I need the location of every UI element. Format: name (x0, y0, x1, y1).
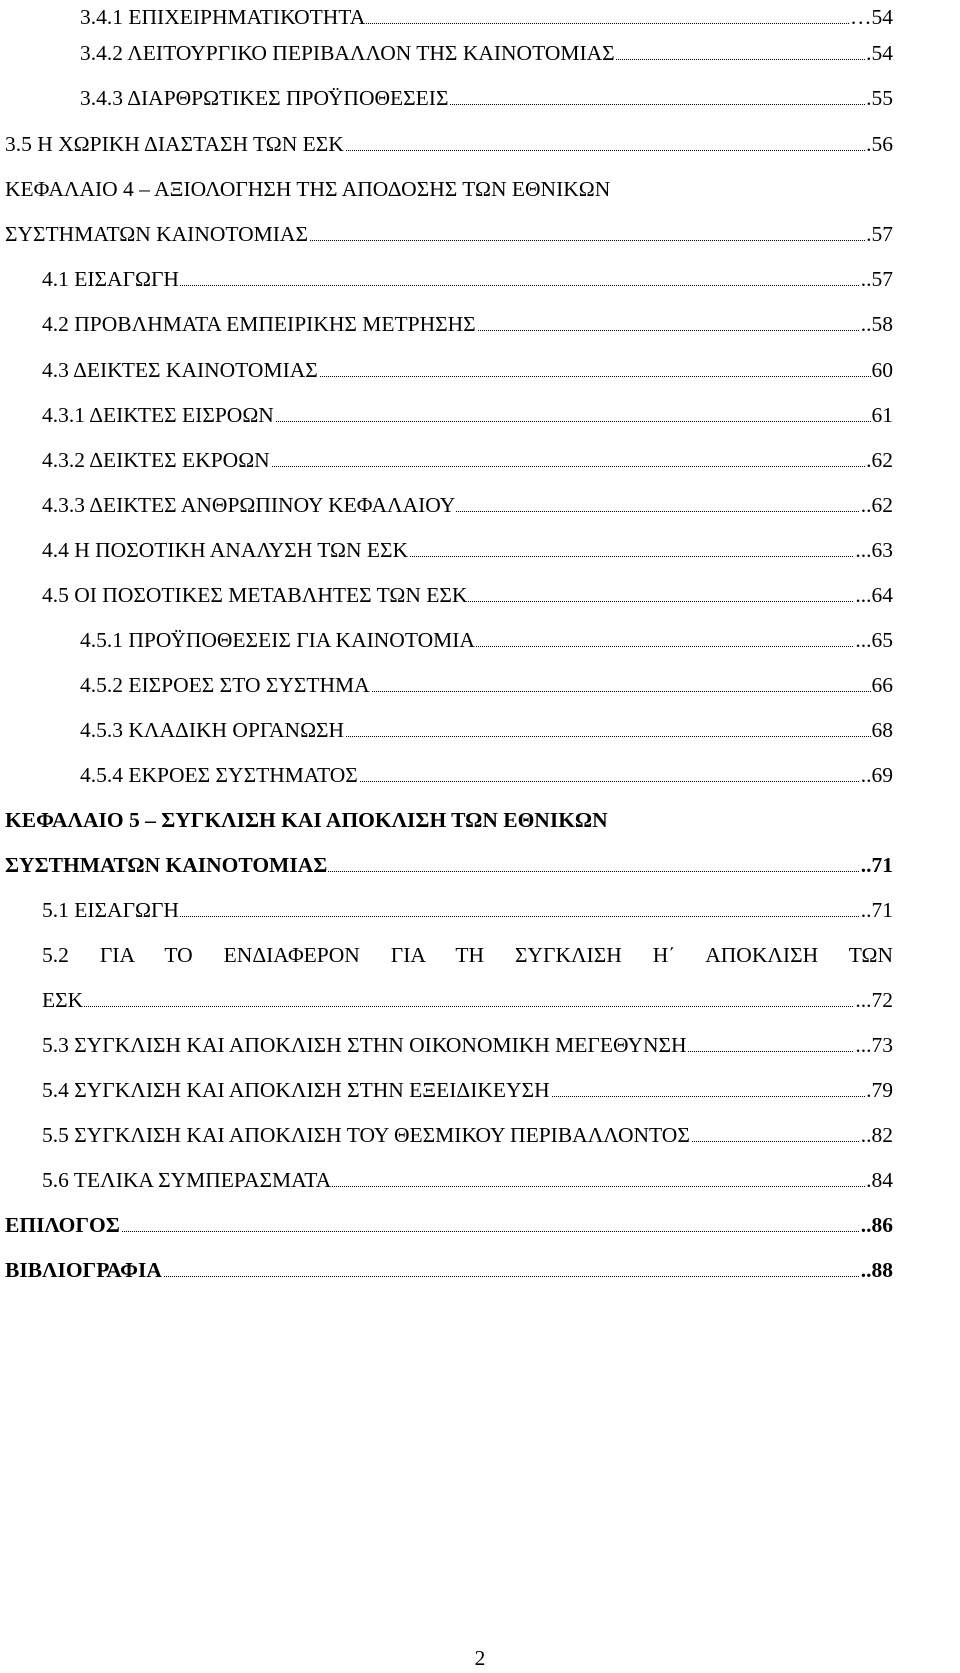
toc-entry-title: 4.5.4 ΕΚΡΟΕΣ ΣΥΣΤΗΜΑΤΟΣ (80, 758, 359, 792)
toc-entry-dots: .. (860, 493, 872, 517)
toc-entry-page: 54 (871, 5, 893, 29)
toc-entry-title: 4.3.3 ΔΕΙΚΤΕΣ ΑΝΘΡΩΠΙΝΟΥ ΚΕΦΑΛΑΙΟΥ (42, 488, 456, 522)
toc-entry-dots: .. (860, 1258, 872, 1282)
toc-entry-dots: .. (860, 312, 872, 336)
toc-entry-page: 72 (871, 988, 893, 1012)
toc-entry-dots: ... (855, 583, 872, 607)
toc-entry-dots: ... (855, 1033, 872, 1057)
toc-entry-title: 4.3.1 ΔΕΙΚΤΕΣ ΕΙΣΡΟΩΝ (42, 398, 275, 432)
toc-entry-title: 4.2 ΠΡΟΒΛΗΜΑΤΑ ΕΜΠΕΙΡΙΚΗΣ ΜΕΤΡΗΣΗΣ (42, 307, 477, 341)
toc-entry (42, 307, 893, 341)
toc-entry-page-number (854, 623, 893, 657)
toc-entry (42, 578, 893, 612)
toc-entry-title: 3.5 Η ΧΩΡΙΚΗ ΔΙΑΣΤΑΣΗ ΤΩΝ ΕΣΚ (5, 127, 345, 161)
toc-entry-dots: . (866, 41, 872, 65)
toc-entry-page-number (849, 0, 893, 34)
toc-entry (42, 353, 893, 387)
toc-entry-page-number (860, 1253, 893, 1287)
toc-entry (5, 127, 893, 161)
toc-entry-page-number (865, 443, 893, 477)
toc-entry-page-number (865, 127, 893, 161)
toc-entry-title: ΕΠΙΛΟΓΟΣ (5, 1208, 121, 1242)
toc-entry (42, 893, 893, 927)
toc-entry-title: 4.3.2 ΔΕΙΚΤΕΣ ΕΚΡΟΩΝ (42, 443, 271, 477)
toc-entry (42, 1163, 893, 1197)
toc-entry (5, 1208, 893, 1242)
toc-entry-page-number (860, 893, 893, 927)
toc-entry-page-number (860, 758, 893, 792)
toc-entry-dots: .. (860, 898, 872, 922)
toc-entry-title: ΒΙΒΛΙΟΓΡΑΦΙΑ (5, 1253, 163, 1287)
toc-entry-page: 79 (871, 1078, 893, 1102)
toc-entry-dots: . (866, 132, 872, 156)
toc-entry (80, 36, 893, 70)
toc-entry-title: ΣΥΣΤΗΜΑΤΩΝ ΚΑΙΝΟΤΟΜΙΑΣ (5, 217, 309, 251)
toc-entry-dots: ... (855, 628, 872, 652)
toc-entry-page: 58 (871, 312, 893, 336)
toc-entry (42, 443, 893, 477)
toc-entry (42, 398, 893, 432)
toc-entry-page: 62 (871, 493, 893, 517)
toc-entry-page: 65 (871, 628, 893, 652)
toc-entry-title: 4.5.3 ΚΛΑΔΙΚΗ ΟΡΓΑΝΩΣΗ (80, 713, 345, 747)
toc-entry-title: ΕΣΚ (42, 983, 84, 1017)
toc-entry-page-number (865, 217, 893, 251)
toc-entry-dots: .. (860, 1123, 872, 1147)
toc-entry-page: 86 (871, 1213, 893, 1237)
toc-entry-title: 4.5 ΟΙ ΠΟΣΟΤΙΚΕΣ ΜΕΤΑΒΛΗΤΕΣ ΤΩΝ ΕΣΚ (42, 578, 468, 612)
toc-entry-page: 56 (871, 132, 893, 156)
toc-entry-page-number (854, 578, 893, 612)
toc-entry-title: 4.5.1 ΠΡΟΫΠΟΘΕΣΕΙΣ ΓΙΑ ΚΑΙΝΟΤΟΜΙΑ (80, 623, 476, 657)
toc-entry (80, 668, 893, 702)
toc-entry-page-number (860, 307, 893, 341)
toc-entry-page-number (871, 713, 894, 747)
toc-entry-title: 4.1 ΕΙΣΑΓΩΓΗ (42, 262, 180, 296)
toc-entry-page: 71 (871, 853, 893, 877)
toc-entry-title: 4.5.2 ΕΙΣΡΟΕΣ ΣΤΟ ΣΥΣΤΗΜΑ (80, 668, 371, 702)
toc-entry-title: 5.1 ΕΙΣΑΓΩΓΗ (42, 893, 180, 927)
toc-entry (42, 533, 893, 567)
toc-entry-page-number (871, 668, 894, 702)
toc-entry-dots: .. (860, 763, 872, 787)
dot-leader (5, 1231, 893, 1232)
toc-entry-page: 55 (871, 86, 893, 110)
toc-entry (5, 172, 893, 206)
toc-entry-page: 60 (871, 358, 893, 382)
toc-entry-dots: ... (855, 538, 872, 562)
toc-entry-dots: . (866, 448, 872, 472)
toc-entry-page-number (854, 983, 893, 1017)
toc-entry-dots: .. (860, 853, 872, 877)
toc-entry-title: 5.5 ΣΥΓΚΛΙΣΗ ΚΑΙ ΑΠΟΚΛΙΣΗ ΤΟΥ ΘΕΣΜΙΚΟΥ ΠΕΡΙΒΑΛΛΟΝΤΟΣ (42, 1118, 691, 1152)
toc-entry (42, 938, 893, 972)
toc-entry-page: 63 (871, 538, 893, 562)
toc-entry (80, 758, 893, 792)
toc-entry-dots: … (850, 5, 872, 29)
toc-entry-page-number (871, 398, 894, 432)
toc-entry (42, 983, 893, 1017)
toc-entry (42, 488, 893, 522)
toc-entry-page-number (860, 848, 893, 882)
toc-entry-dots: . (866, 86, 872, 110)
toc-entry-page: 71 (871, 898, 893, 922)
toc-entry-title: 3.4.2 ΛΕΙΤΟΥΡΓΙΚΟ ΠΕΡΙΒΑΛΛΟΝ ΤΗΣ ΚΑΙΝΟΤΟΜΙΑΣ (80, 36, 616, 70)
toc-entry (80, 81, 893, 115)
toc-entry-page: 62 (871, 448, 893, 472)
toc-entry (80, 713, 893, 747)
toc-entry-dots: .. (860, 1213, 872, 1237)
toc-entry-page-number (860, 1118, 893, 1152)
dot-leader (42, 1006, 893, 1007)
toc-entry-page: 57 (871, 222, 893, 246)
toc-entry-title: 3.4.1 ΕΠΙΧΕΙΡΗΜΑΤΙΚΟΤΗΤΑ (80, 0, 366, 34)
toc-entry-dots: . (866, 1078, 872, 1102)
toc-entry (5, 803, 893, 837)
toc-entry-page: 61 (871, 403, 893, 427)
toc-entry-page-number (865, 1163, 893, 1197)
toc-entry-title: 3.4.3 ΔΙΑΡΘΡΩΤΙΚΕΣ ΠΡΟΫΠΟΘΕΣΕΙΣ (80, 81, 449, 115)
toc-entry-page: 69 (871, 763, 893, 787)
toc-entry-page-number (865, 1073, 893, 1107)
toc-entry-page-number (871, 353, 894, 387)
toc-entry-title: 5.3 ΣΥΓΚΛΙΣΗ ΚΑΙ ΑΠΟΚΛΙΣΗ ΣΤΗΝ ΟΙΚΟΝΟΜΙΚΗ ΜΕΓΕΘΥΝΣΗ (42, 1028, 688, 1062)
toc-entry (42, 1028, 893, 1062)
toc-entry-page-number (860, 488, 893, 522)
toc-entry-title: 5.6 ΤΕΛΙΚΑ ΣΥΜΠΕΡΑΣΜΑΤΑ (42, 1163, 332, 1197)
toc-entry-page: 68 (871, 718, 893, 742)
toc-entry-page: 73 (871, 1033, 893, 1057)
toc-entry-title: 4.4 Η ΠΟΣΟΤΙΚΗ ΑΝΑΛΥΣΗ ΤΩΝ ΕΣΚ (42, 533, 409, 567)
toc-entry (42, 1073, 893, 1107)
toc-entry-page-number (854, 533, 893, 567)
toc-entry-page: 66 (871, 673, 893, 697)
toc-entry-page-number (860, 1208, 893, 1242)
toc-entry-title: ΚΕΦΑΛΑΙΟ 5 – ΣΥΓΚΛΙΣΗ ΚΑΙ ΑΠΟΚΛΙΣΗ ΤΩΝ ΕΘΝΙΚΩΝ (5, 803, 609, 837)
toc-entry-dots: . (866, 1168, 872, 1192)
toc-entry-page: 88 (871, 1258, 893, 1282)
toc-entry-page: 82 (871, 1123, 893, 1147)
toc-entry-title: 5.2 ΓΙΑ ΤΟ ΕΝΔΙΑΦΕΡΟΝ ΓΙΑ ΤΗ ΣΥΓΚΛΙΣΗ Η΄ ΑΠΟΚΛΙΣΗ ΤΩΝ (42, 938, 894, 972)
toc-entry-page-number (865, 81, 893, 115)
toc-entry (5, 848, 893, 882)
toc-entry-page-number (860, 262, 893, 296)
toc-entry (5, 217, 893, 251)
toc-entry-title: ΚΕΦΑΛΑΙΟ 4 – ΑΞΙΟΛΟΓΗΣΗ ΤΗΣ ΑΠΟΔΟΣΗΣ ΤΩΝ ΕΘΝΙΚΩΝ (5, 172, 611, 206)
toc-entry (80, 0, 893, 34)
toc-entry-page-number (865, 36, 893, 70)
toc-entry-dots: ... (855, 988, 872, 1012)
toc-entry-page: 84 (871, 1168, 893, 1192)
toc-entry-title: ΣΥΣΤΗΜΑΤΩΝ ΚΑΙΝΟΤΟΜΙΑΣ (5, 848, 328, 882)
toc-entry-page: 64 (871, 583, 893, 607)
toc-entry-page: 57 (871, 267, 893, 291)
toc-entry (5, 1253, 893, 1287)
toc-entry-dots: . (866, 222, 872, 246)
page-number: 2 (474, 1646, 486, 1670)
toc-entry-title: 5.4 ΣΥΓΚΛΙΣΗ ΚΑΙ ΑΠΟΚΛΙΣΗ ΣΤΗΝ ΕΞΕΙΔΙΚΕΥΣΗ (42, 1073, 551, 1107)
toc-entry (80, 623, 893, 657)
toc-entry-page-number (854, 1028, 893, 1062)
toc-entry-title: 4.3 ΔΕΙΚΤΕΣ ΚΑΙΝΟΤΟΜΙΑΣ (42, 353, 319, 387)
toc-entry-dots: .. (860, 267, 872, 291)
toc-entry (42, 1118, 893, 1152)
toc-entry (42, 262, 893, 296)
toc-entry-page: 54 (871, 41, 893, 65)
